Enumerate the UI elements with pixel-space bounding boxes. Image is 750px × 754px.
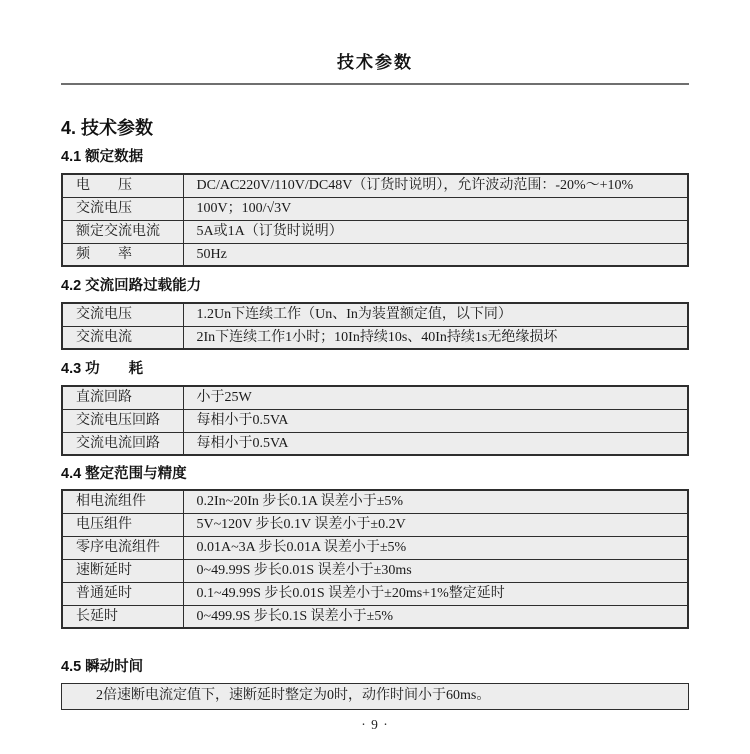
param-value: 每相小于0.5VA — [183, 432, 688, 455]
table-row — [62, 490, 688, 513]
param-label: 电 压 — [62, 174, 183, 197]
param-label: 交流电流 — [62, 326, 183, 349]
param-value: DC/AC220V/110V/DC48V（订货时说明），允许波动范围：-20%～+10% — [183, 174, 688, 197]
param-label: 额定交流电流 — [62, 220, 183, 243]
param-label: 直流回路 — [62, 386, 183, 409]
table-row — [62, 174, 688, 197]
param-label: 交流电压 — [62, 197, 183, 220]
running-header — [0, 0, 750, 73]
param-value: 每相小于0.5VA — [183, 409, 688, 432]
page-number: · 9 · — [361, 717, 389, 732]
param-value: 小于25W — [183, 386, 688, 409]
param-label: 长延时 — [62, 605, 183, 628]
param-value: 5V~120V 步长0.1V 误差小于±0.2V — [183, 513, 688, 536]
page-content — [61, 117, 689, 733]
overload-capacity-table — [61, 302, 689, 350]
section-heading-4-4: 4.4 整定范围与精度 — [61, 466, 187, 482]
table-row — [62, 386, 688, 409]
param-value: 1.2Un下连续工作（Un、In为装置额定值，以下同） — [183, 303, 688, 326]
param-value: 0.1~49.99S 步长0.01S 误差小于±20ms+1%整定延时 — [183, 582, 688, 605]
param-value: 100V；100/√3V — [183, 197, 688, 220]
table-row — [62, 536, 688, 559]
param-value: 0.01A~3A 步长0.01A 误差小于±5% — [183, 536, 688, 559]
section-heading-4-1: 4.1 额定数据 — [61, 149, 144, 165]
param-label: 速断延时 — [62, 559, 183, 582]
power-consumption-table — [61, 385, 689, 456]
table-row — [62, 303, 688, 326]
param-label: 频 率 — [62, 243, 183, 266]
table-row — [62, 197, 688, 220]
table-row — [62, 432, 688, 455]
table-row — [62, 409, 688, 432]
param-value: 0~499.9S 步长0.1S 误差小于±5% — [183, 605, 688, 628]
param-label: 电压组件 — [62, 513, 183, 536]
table-row — [62, 605, 688, 628]
table-row — [62, 326, 688, 349]
table-row — [62, 582, 688, 605]
section-heading-4-3: 4.3 功 耗 — [61, 361, 144, 377]
setting-range-accuracy-table — [61, 489, 689, 629]
param-value: 50Hz — [183, 243, 688, 266]
param-label: 交流电流回路 — [62, 432, 183, 455]
rated-data-table — [61, 173, 689, 267]
table-row — [62, 243, 688, 266]
section-heading-4-5: 4.5 瞬动时间 — [61, 659, 144, 675]
param-value: 5A或1A（订货时说明） — [183, 220, 688, 243]
table-row — [62, 559, 688, 582]
section-heading-4-2: 4.2 交流回路过载能力 — [61, 278, 202, 294]
param-label: 零序电流组件 — [62, 536, 183, 559]
param-label: 交流电压 — [62, 303, 183, 326]
param-label: 相电流组件 — [62, 490, 183, 513]
chapter-heading: 4. 技术参数 — [61, 118, 154, 138]
header-rule — [61, 83, 689, 85]
param-value: 2In下连续工作1小时；10In持续10s、40In持续1s无绝缘损坏 — [183, 326, 688, 349]
instant-action-note: 2倍速断电流定值下，速断延时整定为0时，动作时间小于60ms。 — [61, 683, 689, 710]
param-value: 0.2In~20In 步长0.1A 误差小于±5% — [183, 490, 688, 513]
table-row — [62, 513, 688, 536]
param-label: 交流电压回路 — [62, 409, 183, 432]
param-value: 0~49.99S 步长0.01S 误差小于±30ms — [183, 559, 688, 582]
table-row — [62, 220, 688, 243]
running-header-title: 技术参数 — [337, 53, 413, 72]
param-label: 普通延时 — [62, 582, 183, 605]
